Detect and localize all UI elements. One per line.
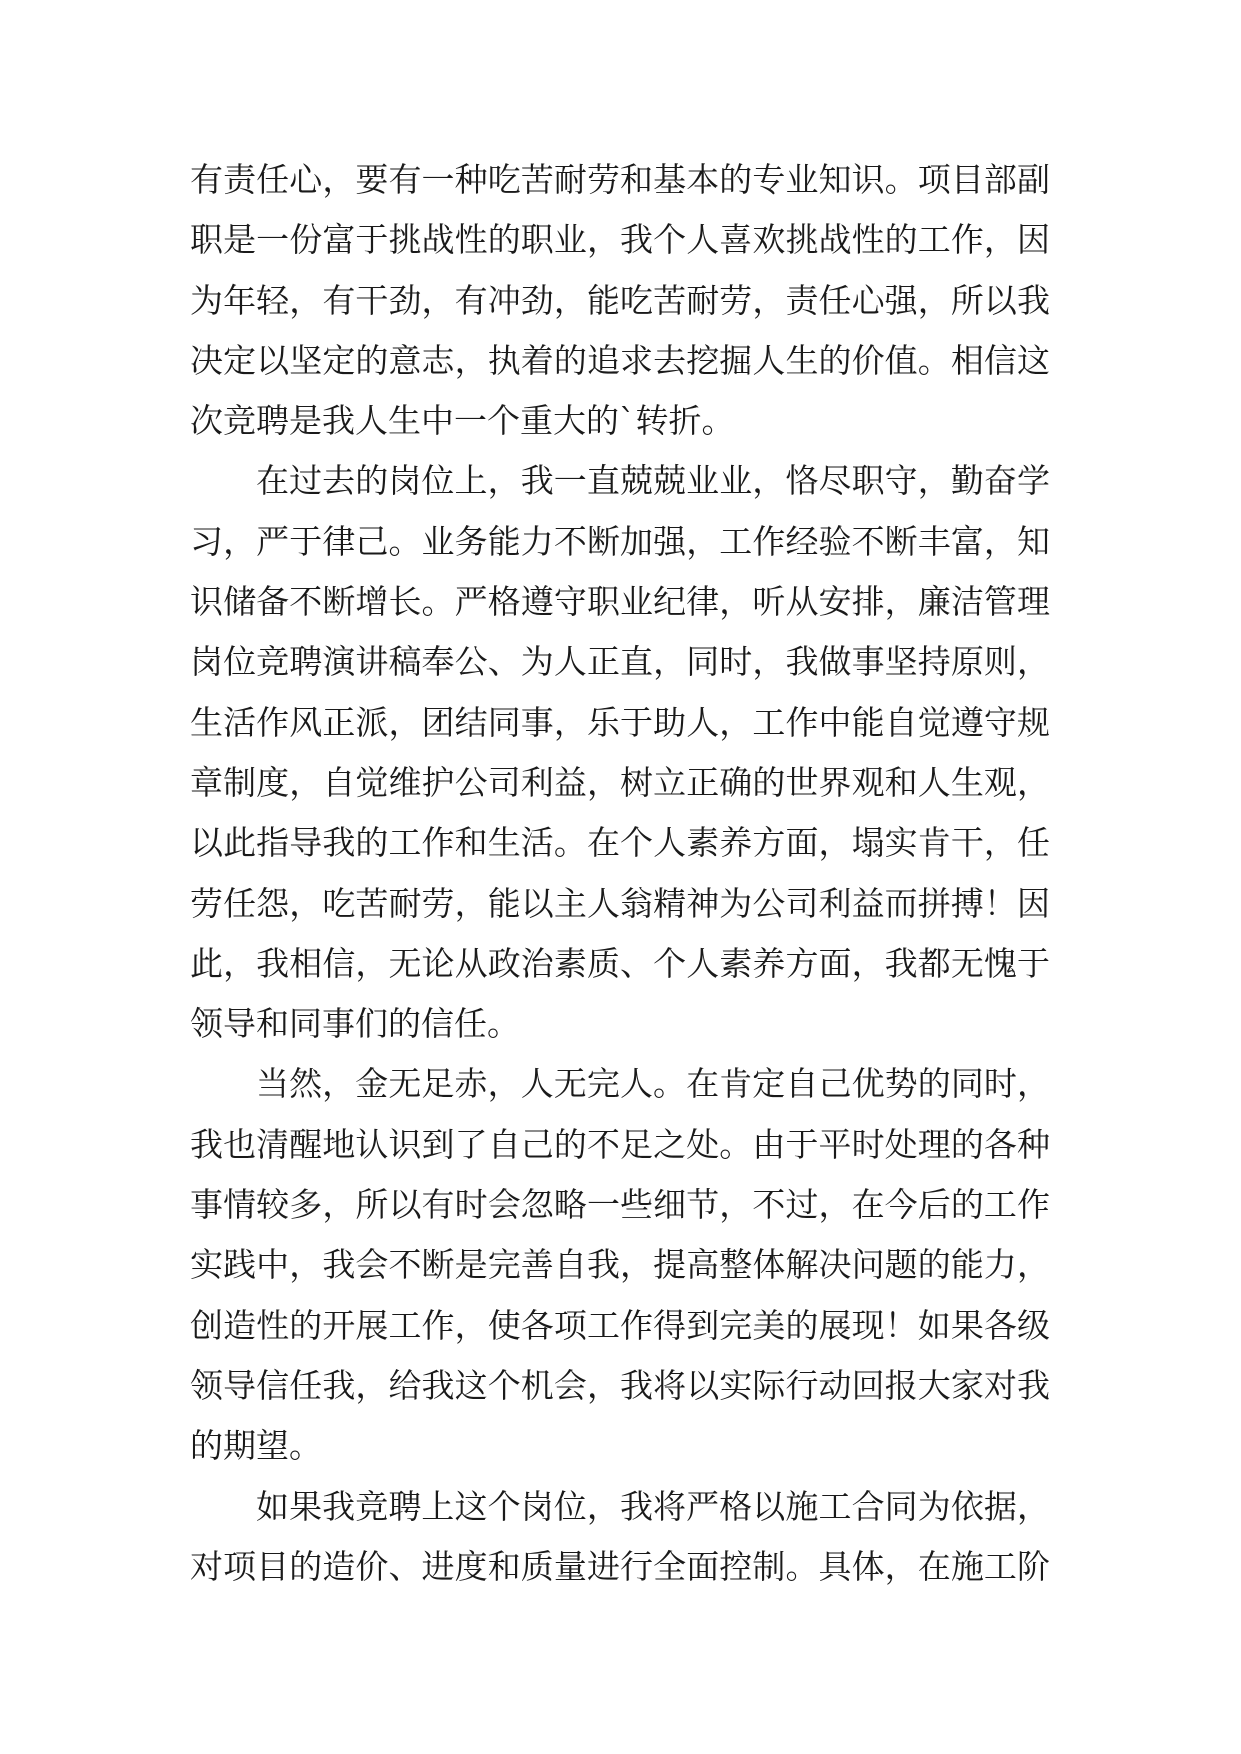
paragraph (190, 1054, 1050, 1476)
text-line: 领导信任我，给我这个机会，我将以实际行动回报大家对我 (190, 1365, 1050, 1405)
text-line: 实践中，我会不断是完善自我，提高整体解决问题的能力， (190, 1245, 1050, 1285)
text-line: 创造性的开展工作，使各项工作得到完美的展现！如果各级 (190, 1305, 1050, 1345)
text-line: 生活作风正派，团结同事，乐于助人，工作中能自觉遵守规 (190, 702, 1050, 742)
text-line: 岗位竞聘演讲稿奉公、为人正直，同时，我做事坚持原则， (190, 642, 1050, 682)
text-line: 领导和同事们的信任。 (190, 1004, 520, 1044)
paragraph (190, 1477, 1050, 1598)
text-line: 当然，金无足赤，人无完人。在肯定自己优势的同时， (256, 1064, 1050, 1104)
text-line: 我也清醒地认识到了自己的不足之处。由于平时处理的各种 (190, 1124, 1050, 1164)
text-line: 识储备不断增长。严格遵守职业纪律，听从安排，廉洁管理 (190, 582, 1050, 622)
text-line: 劳任怨，吃苦耐劳，能以主人翁精神为公司利益而拼搏！因 (190, 883, 1050, 923)
text-line: 此，我相信，无论从政治素质、个人素养方面，我都无愧于 (190, 943, 1050, 983)
text-line: 次竞聘是我人生中一个重大的`转折。 (190, 401, 735, 441)
text-line: 为年轻，有干劲，有冲劲，能吃苦耐劳，责任心强，所以我 (190, 280, 1050, 320)
text-line: 有责任心，要有一种吃苦耐劳和基本的专业知识。项目部副 (190, 160, 1050, 199)
text-line: 以此指导我的工作和生活。在个人素养方面，塌实肯干，任 (190, 823, 1050, 863)
text-line: 习，严于律己。业务能力不断加强，工作经验不断丰富，知 (190, 521, 1050, 561)
text-line: 决定以坚定的意志，执着的追求去挖掘人生的价值。相信这 (190, 340, 1050, 380)
text-line: 如果我竞聘上这个岗位，我将严格以施工合同为依据， (256, 1486, 1050, 1526)
text-line: 的期望。 (190, 1426, 322, 1466)
text-line: 事情较多，所以有时会忽略一些细节，不过，在今后的工作 (190, 1185, 1050, 1225)
text-line: 章制度，自觉维护公司利益，树立正确的世界观和人生观， (190, 762, 1050, 802)
paragraph (190, 451, 1050, 1054)
paragraph (190, 150, 1050, 451)
text-line: 在过去的岗位上，我一直兢兢业业，恪尽职守，勤奋学 (256, 461, 1050, 501)
document-body (190, 150, 1050, 1597)
text-line: 职是一份富于挑战性的职业，我个人喜欢挑战性的工作，因 (190, 220, 1050, 260)
text-line: 对项目的造价、进度和质量进行全面控制。具体，在施工阶 (190, 1546, 1050, 1586)
